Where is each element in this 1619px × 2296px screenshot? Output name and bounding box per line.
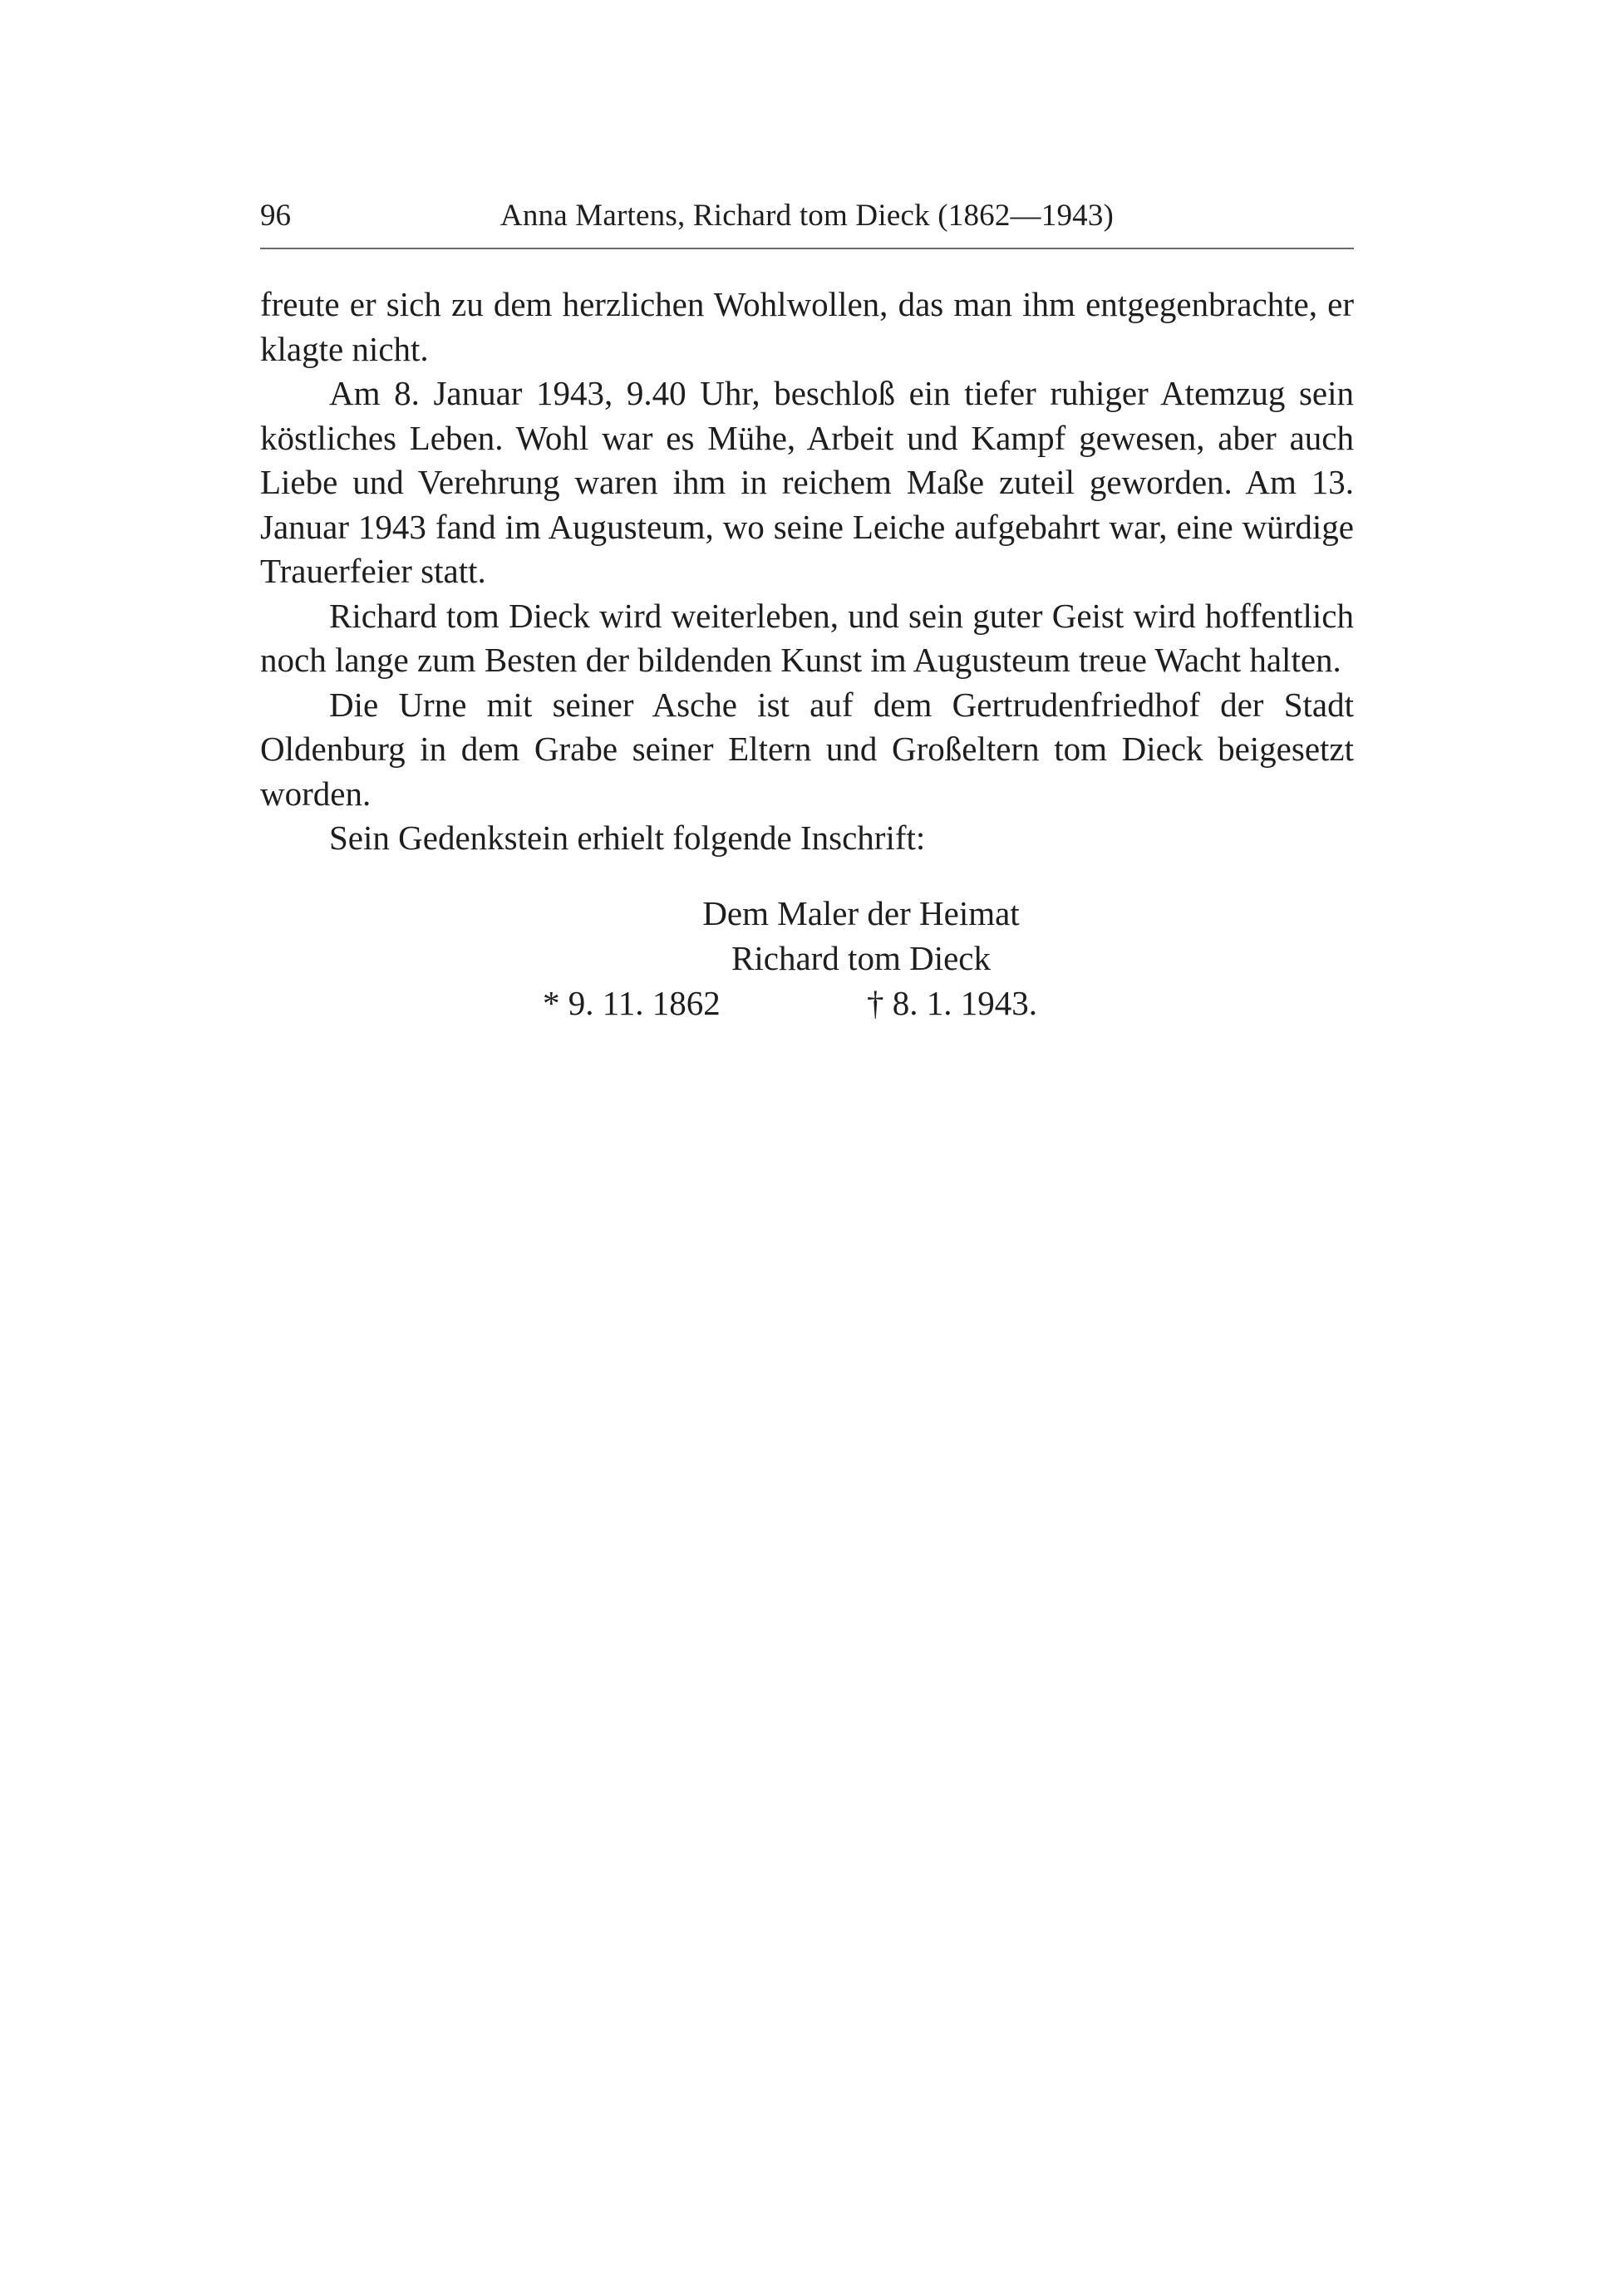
memorial-inscription xyxy=(260,891,1354,1025)
inscription-line-1: Dem Maler der Heimat xyxy=(702,894,1020,932)
birth-date: * 9. 11. 1862 xyxy=(543,984,721,1022)
paragraph-memorial-intro: Sein Gedenkstein erhielt folgende Inschrift: xyxy=(329,819,926,857)
page-number: 96 xyxy=(260,199,291,233)
inscription-line-2: Richard tom Dieck xyxy=(731,939,991,977)
page-header xyxy=(260,191,1354,241)
paragraph-legacy: Richard tom Dieck wird weiterleben, und sein guter Geist wird hoffentlich noch lange zum Besten der bildenden Kunst im Augusteum treue Wacht halten. xyxy=(260,596,1354,679)
running-title: Anna Martens, Richard tom Dieck (1862—1943) xyxy=(499,199,1115,233)
inscription-dates xyxy=(260,981,1354,1025)
paragraph-burial: Die Urne mit seiner Asche ist auf dem Gertrudenfriedhof der Stadt Oldenburg in dem Grabe seiner Eltern und Großeltern tom Dieck beigesetzt worden. xyxy=(260,685,1354,813)
paragraph-continuation: freute er sich zu dem herzlichen Wohlwollen, das man ihm entgegenbrachte, er klagte nicht. xyxy=(260,285,1354,368)
paragraph-death: Am 8. Januar 1943, 9.40 Uhr, beschloß ein tiefer ruhiger Atemzug sein köstliches Leben. Wohl war es Mühe, Arbeit und Kampf gewesen, aber auch Liebe und Verehrung waren ihm in reichem Maße zuteil geworden. Am 13. Januar 1943 fand im Augusteum, wo seine Leiche aufgebahrt war, eine würdige Trauerfeier statt. xyxy=(260,374,1354,590)
header-rule xyxy=(260,248,1354,249)
body-text xyxy=(260,283,1354,861)
death-date: † 8. 1. 1943. xyxy=(867,984,1037,1022)
